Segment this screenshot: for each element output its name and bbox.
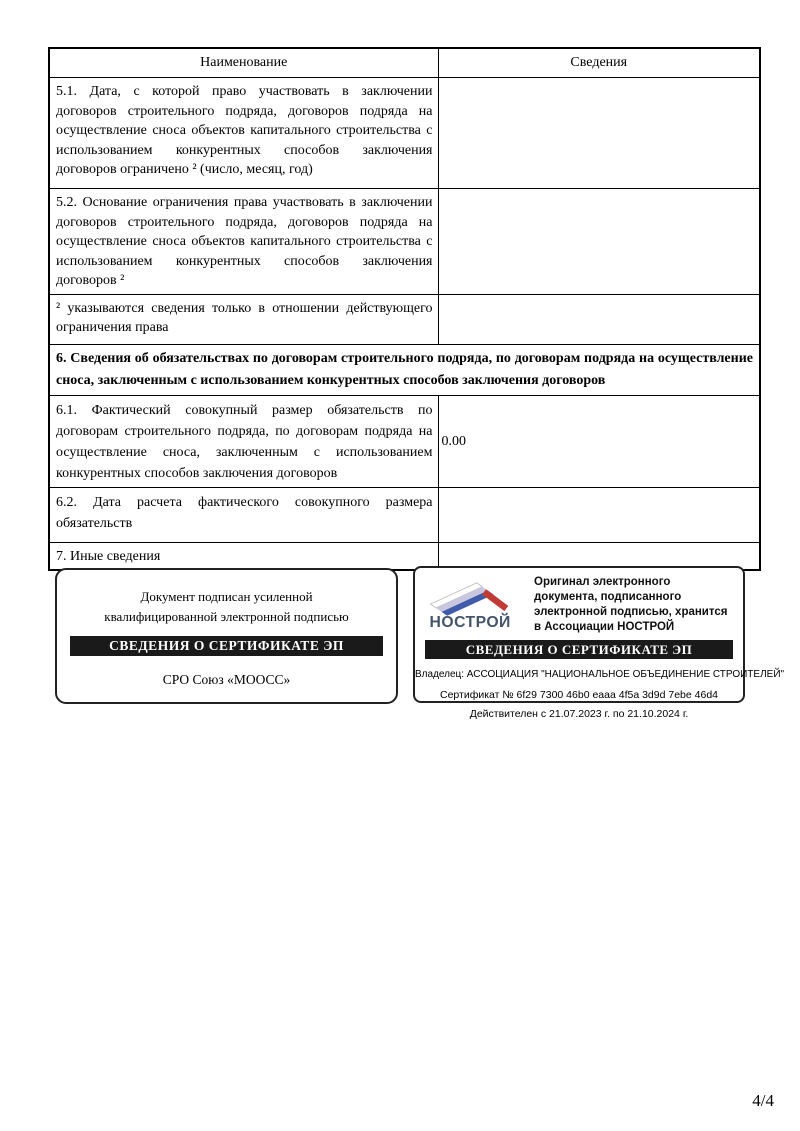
section-6-header: 6. Сведения об обязательствах по договорам строительного подряда, по договорам подряда на осуществление сноса, заключенным с использованием конкурентных способов заключения договоров (49, 344, 760, 395)
row-6-2-value (438, 487, 760, 542)
signature-stamp-owner: СРО Союз «МООСС» (162, 672, 291, 687)
row-5-1-label: 5.1. Дата, с которой право участвовать в заключении договоров строительного подряда, договоров подряда на осуществление сноса объектов капитального строительства с использованием конкурентных способов заключения договоров ограничено ² (число, месяц, год) (49, 78, 438, 189)
row-5-2-value (438, 189, 760, 295)
logo-roof-red-stripe (482, 589, 508, 611)
row-6-2-label: 6.2. Дата расчета фактического совокупного размера обязательств (49, 487, 438, 542)
nostroy-stamp-description: Оригинал электронного документа, подписанного электронной подписью, хранится в Ассоциации НОСТРОЙ (534, 576, 728, 633)
table-row-5-1 (49, 78, 760, 189)
footnote-2-value (438, 294, 760, 344)
certificate-owner: Владелец: АССОЦИАЦИЯ "НАЦИОНАЛЬНОЕ ОБЪЕДИНЕНИЕ СТРОИТЕЛЕЙ" (415, 669, 785, 680)
nostroy-stamp (413, 566, 785, 720)
nostroy-logo-text: НОСТРОЙ (429, 614, 511, 630)
certificate-info-bar: СВЕДЕНИЯ О СЕРТИФИКАТЕ ЭП (425, 640, 733, 659)
row-6-1-value: 0.00 (438, 395, 760, 487)
row-5-1-value (438, 78, 760, 189)
signature-stamp (55, 568, 398, 704)
nostroy-stamp-header (415, 568, 743, 635)
info-table (48, 47, 761, 571)
page-number: 4/4 (752, 1091, 774, 1110)
certificate-info-bar: СВЕДЕНИЯ О СЕРТИФИКАТЕ ЭП (70, 636, 383, 656)
certificate-number: Сертификат № 6f29 7300 46b0 eaaa 4f5a 3d9d 7ebe 46d4 (440, 689, 718, 701)
column-header-name: Наименование (49, 48, 438, 78)
certificate-validity: Действителен с 21.07.2023 г. по 21.10.2024 г. (469, 708, 689, 720)
table-section-6-row (49, 344, 760, 395)
table-row-6-2 (49, 487, 760, 542)
nostroy-logo (423, 580, 525, 630)
table-row-6-1 (49, 395, 760, 487)
row-5-2-label: 5.2. Основание ограничения права участвовать в заключении договоров строительного подряда, договоров подряда на осуществление сноса объектов капитального строительства с использованием конкурентных способов заключения договоров ² (49, 189, 438, 295)
table-row-5-2 (49, 189, 760, 295)
table-header-row (49, 48, 760, 78)
row-6-1-label: 6.1. Фактический совокупный размер обязательств по договорам строительного подряда, по договорам подряда на осуществление сноса, заключенным с использованием конкурентных способов заключения договоров (49, 395, 438, 487)
table-row-footnote-2 (49, 294, 760, 344)
row-7-label: 7. Иные сведения (49, 542, 438, 570)
column-header-info: Сведения (438, 48, 760, 78)
signature-stamp-title: Документ подписан усиленной квалифицированной электронной подписью (104, 589, 349, 624)
footnote-2-label: ² указываются сведения только в отношении действующего ограничения права (49, 294, 438, 344)
